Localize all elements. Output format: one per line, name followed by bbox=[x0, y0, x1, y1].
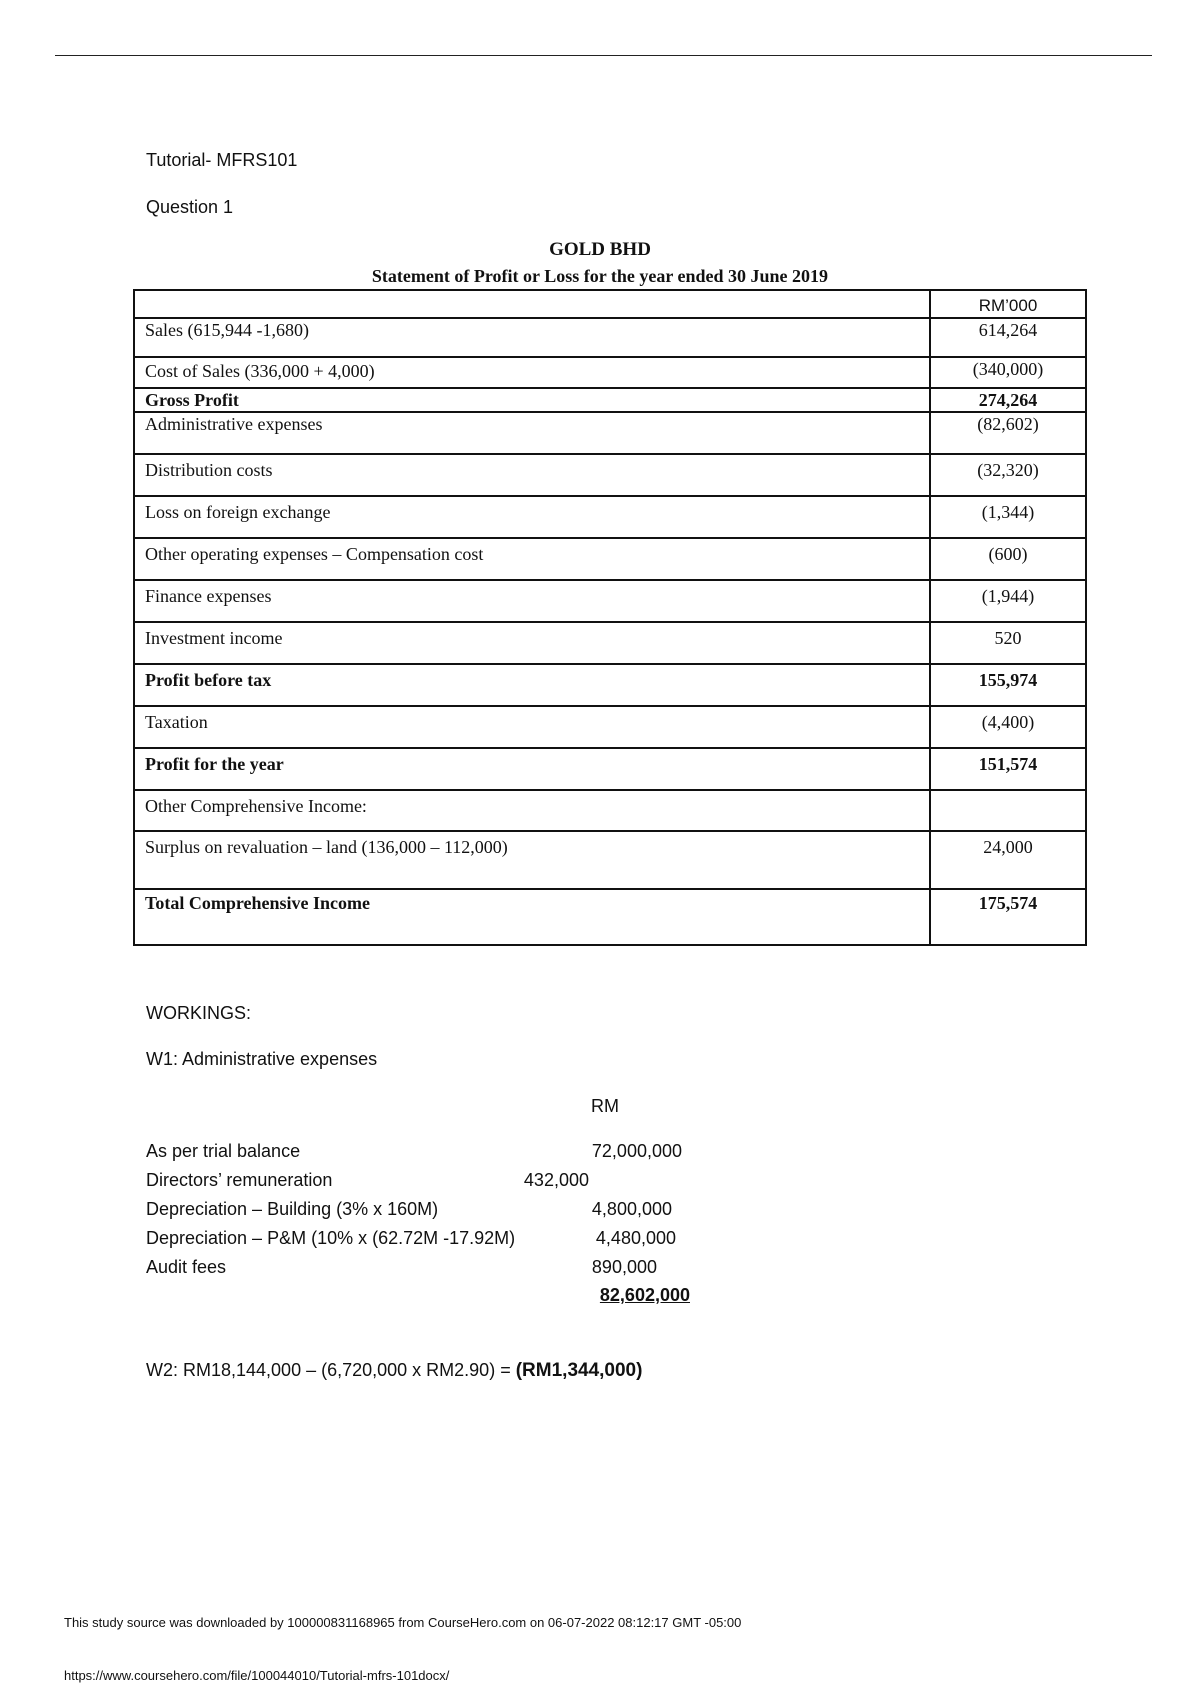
table-row bbox=[134, 831, 1086, 889]
statement-title: Statement of Profit or Loss for the year ended 30 June 2019 bbox=[371, 266, 829, 286]
row-label: Administrative expenses bbox=[134, 412, 930, 454]
w1-item-label: Depreciation – P&M (10% x (62.72M -17.92M) bbox=[146, 1228, 516, 1248]
tutorial-label: Tutorial- MFRS101 bbox=[146, 150, 298, 170]
table-row bbox=[134, 538, 1086, 580]
w1-title: W1: Administrative expenses bbox=[146, 1049, 378, 1069]
row-amount: (340,000) bbox=[930, 357, 1086, 388]
workings-heading: WORKINGS: bbox=[146, 1003, 252, 1023]
row-label: Cost of Sales (336,000 + 4,000) bbox=[134, 357, 930, 388]
w1-item-label: Directors’ remuneration bbox=[146, 1170, 333, 1190]
company-name: GOLD BHD bbox=[549, 239, 651, 260]
row-label: Sales (615,944 -1,680) bbox=[134, 318, 930, 357]
row-label: Surplus on revaluation – land (136,000 – 112,000) bbox=[134, 831, 930, 889]
row-amount: 155,974 bbox=[930, 664, 1086, 706]
row-label: Finance expenses bbox=[134, 580, 930, 622]
w1-item-label: Audit fees bbox=[146, 1257, 227, 1277]
row-label: Gross Profit bbox=[134, 388, 930, 412]
table-row bbox=[134, 748, 1086, 790]
w1-item-amount: 4,800,000 bbox=[591, 1199, 672, 1219]
w2-line bbox=[146, 1360, 642, 1382]
row-amount: 175,574 bbox=[930, 889, 1086, 945]
row-label: Taxation bbox=[134, 706, 930, 748]
row-amount: (600) bbox=[930, 538, 1086, 580]
row-label: Other operating expenses – Compensation cost bbox=[134, 538, 930, 580]
table-row bbox=[134, 580, 1086, 622]
row-amount: 520 bbox=[930, 622, 1086, 664]
row-label: Total Comprehensive Income bbox=[134, 889, 930, 945]
w1-item-amount: 72,000,000 bbox=[591, 1141, 682, 1161]
header-label-cell bbox=[134, 290, 930, 318]
w1-item-amount: 432,000 bbox=[523, 1170, 589, 1190]
row-label: Other Comprehensive Income: bbox=[134, 790, 930, 831]
table-row bbox=[134, 412, 1086, 454]
w2-result: (RM1,344,000) bbox=[515, 1360, 643, 1381]
table-row bbox=[134, 622, 1086, 664]
row-amount: (82,602) bbox=[930, 412, 1086, 454]
table-row bbox=[134, 357, 1086, 388]
row-amount: (1,344) bbox=[930, 496, 1086, 538]
row-amount: 614,264 bbox=[930, 318, 1086, 357]
row-amount bbox=[930, 790, 1086, 831]
row-amount: (1,944) bbox=[930, 580, 1086, 622]
profit-loss-table bbox=[133, 289, 1087, 946]
source-url[interactable]: https://www.coursehero.com/file/100044010/Tutorial-mfrs-101docx/ bbox=[64, 1668, 450, 1683]
row-label: Profit for the year bbox=[134, 748, 930, 790]
w1-unit-header: RM bbox=[591, 1096, 619, 1116]
row-label: Investment income bbox=[134, 622, 930, 664]
table-row bbox=[134, 318, 1086, 357]
top-rule bbox=[55, 55, 1152, 56]
w2-text: W2: RM18,144,000 – (6,720,000 x RM2.90) = bbox=[146, 1360, 511, 1380]
unit-header: RM’000 bbox=[930, 290, 1086, 318]
w1-item-amount: 4,480,000 bbox=[595, 1228, 676, 1248]
row-amount: 274,264 bbox=[930, 388, 1086, 412]
row-amount: 24,000 bbox=[930, 831, 1086, 889]
w1-item-amount: 890,000 bbox=[591, 1257, 657, 1277]
table-row bbox=[134, 388, 1086, 412]
row-label: Distribution costs bbox=[134, 454, 930, 496]
table-row bbox=[134, 790, 1086, 831]
row-amount: (4,400) bbox=[930, 706, 1086, 748]
table-header-row bbox=[134, 290, 1086, 318]
question-label: Question 1 bbox=[146, 197, 234, 217]
download-note: This study source was downloaded by 100000831168965 from CourseHero.com on 06-07-2022 08:12:17 GMT -05:00 bbox=[64, 1615, 742, 1630]
w1-item-label: As per trial balance bbox=[146, 1141, 301, 1161]
table-row bbox=[134, 706, 1086, 748]
table-row bbox=[134, 664, 1086, 706]
row-amount: 151,574 bbox=[930, 748, 1086, 790]
row-amount: (32,320) bbox=[930, 454, 1086, 496]
row-label: Profit before tax bbox=[134, 664, 930, 706]
row-label: Loss on foreign exchange bbox=[134, 496, 930, 538]
table-row bbox=[134, 889, 1086, 945]
table-row bbox=[134, 496, 1086, 538]
w1-item-label: Depreciation – Building (3% x 160M) bbox=[146, 1199, 439, 1219]
w1-total: 82,602,000 bbox=[599, 1285, 690, 1305]
table-row bbox=[134, 454, 1086, 496]
